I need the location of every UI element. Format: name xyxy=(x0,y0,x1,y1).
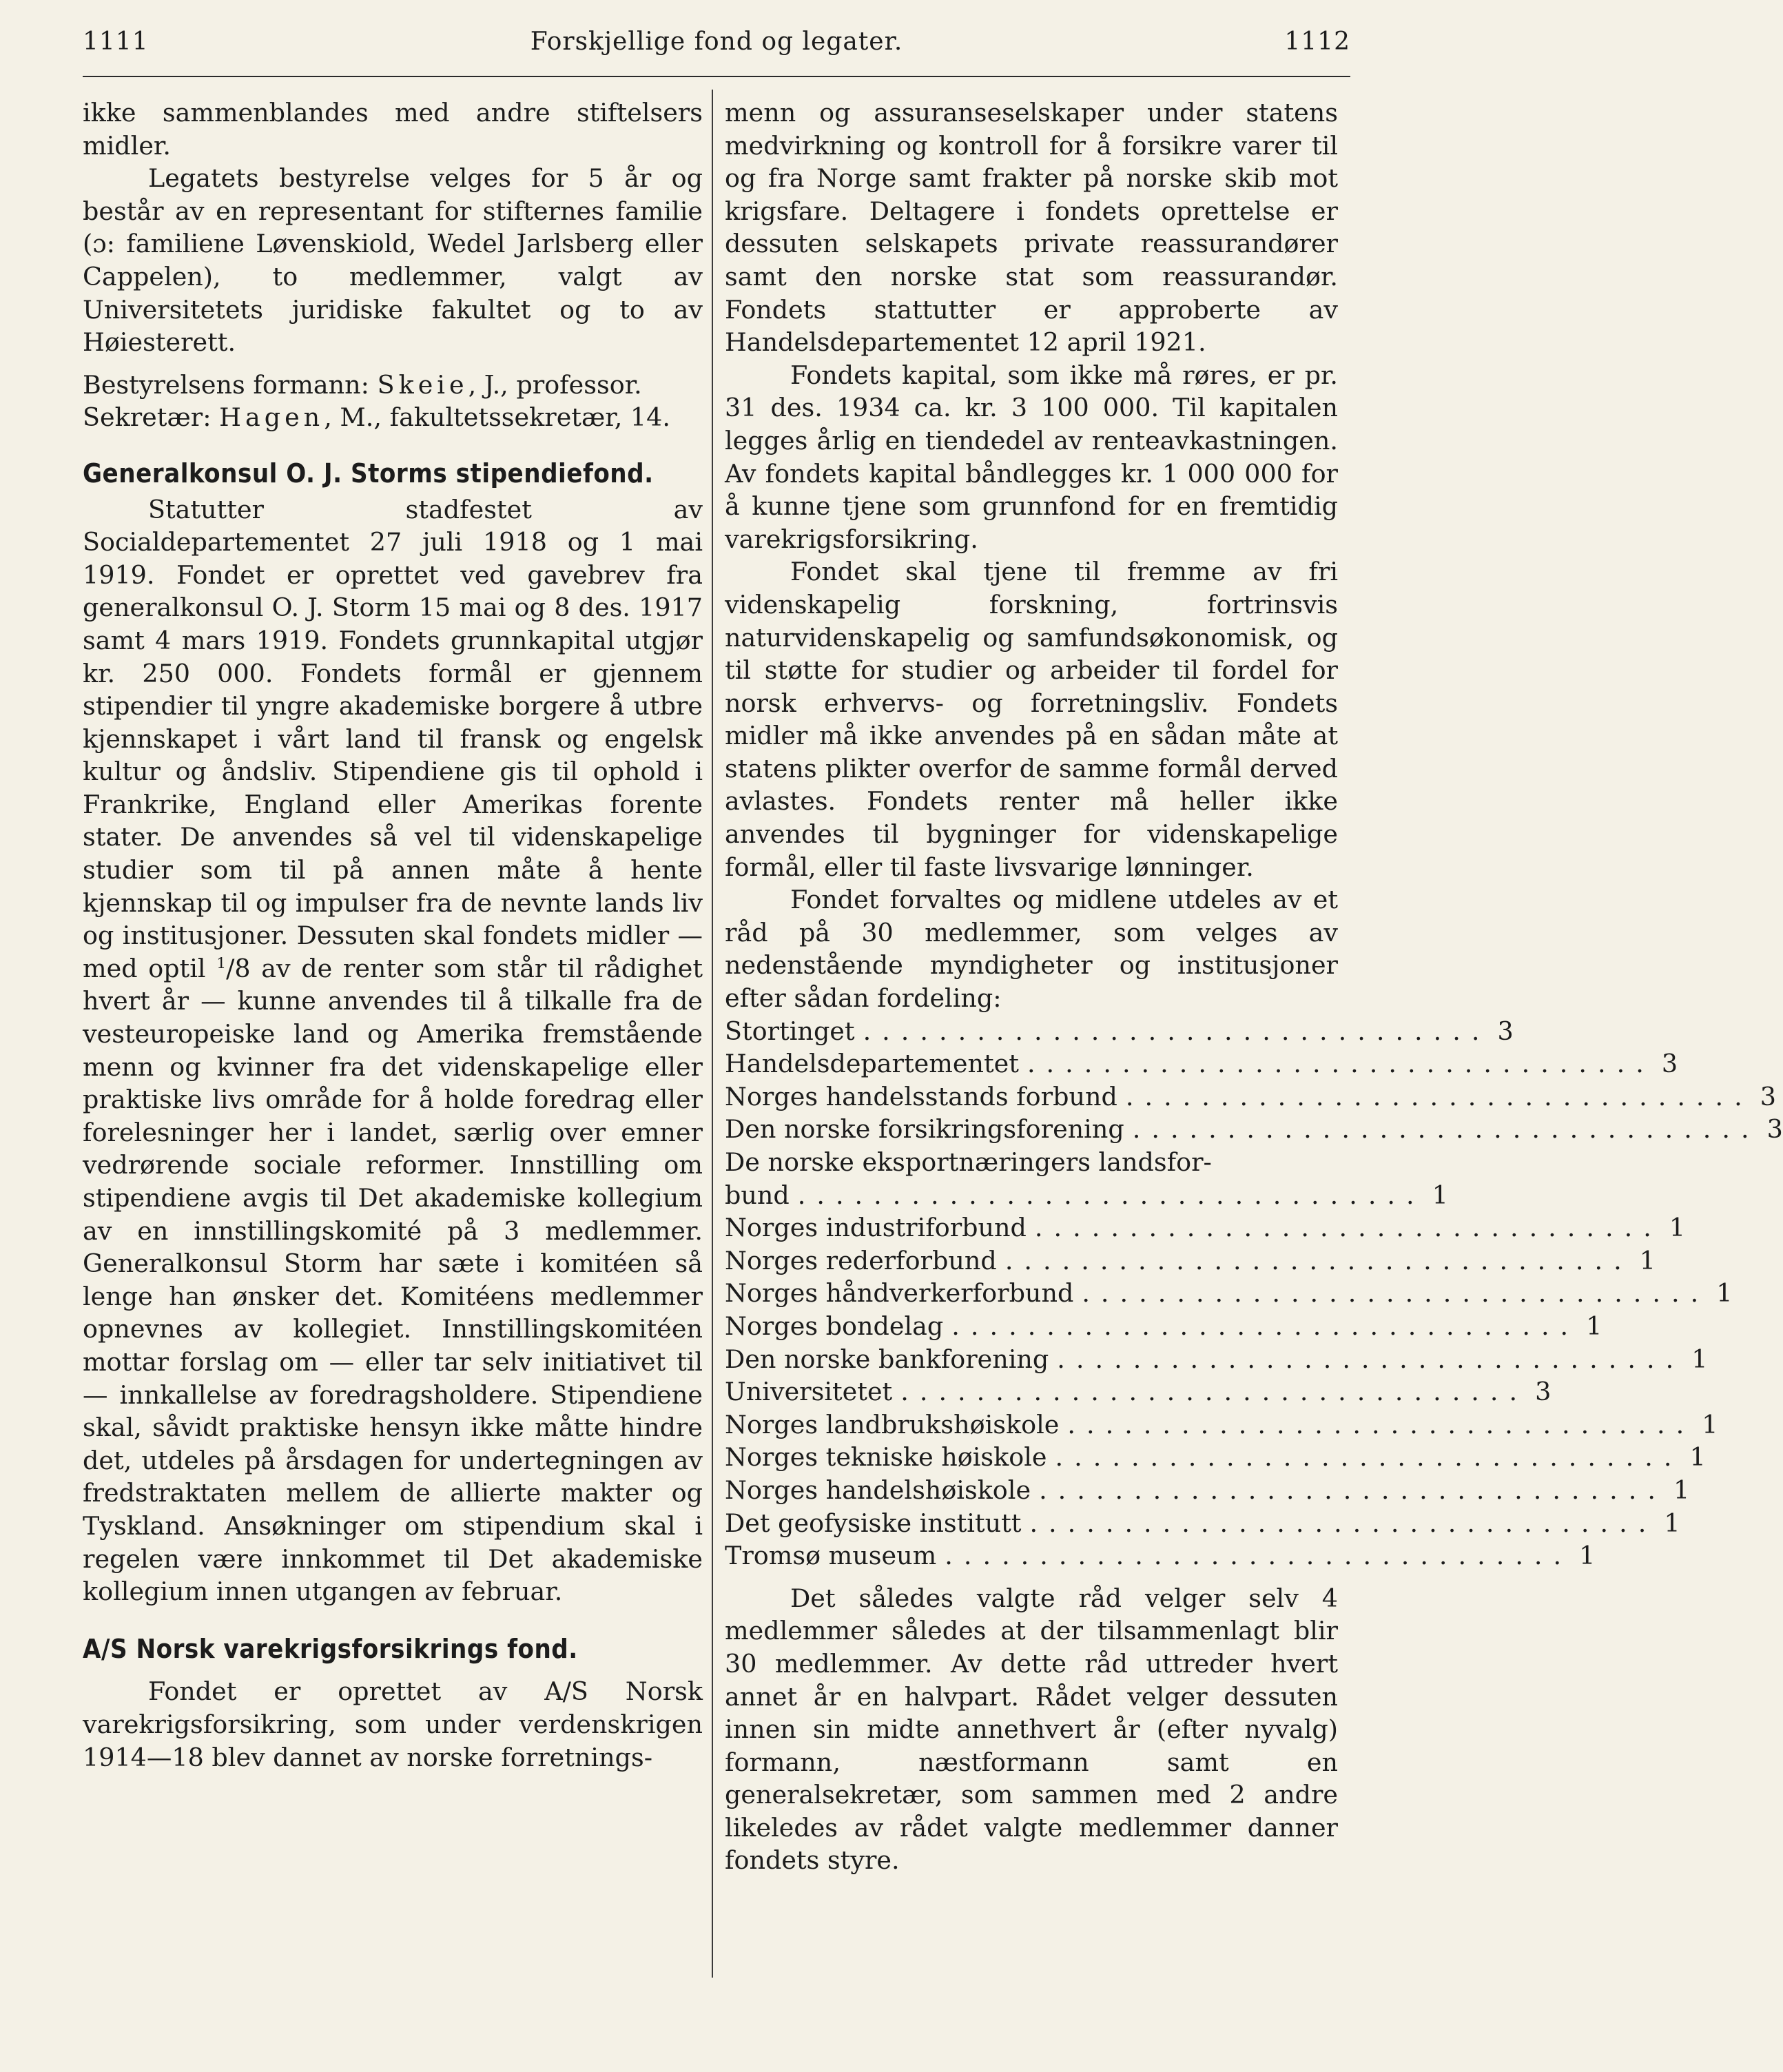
section-heading-varekrig: A/S Norsk varekrigsforsikrings fond. xyxy=(83,1633,578,1664)
member-count: 3 xyxy=(1535,1377,1552,1407)
leader-dots: ................................. xyxy=(1082,1278,1710,1309)
right-column xyxy=(725,96,1783,1877)
leader-dots: ................................. xyxy=(951,1311,1580,1341)
member-count: 1 xyxy=(1586,1311,1602,1341)
left-column xyxy=(83,96,703,1774)
institution-name: Norges håndverkerforbund xyxy=(725,1278,1074,1309)
running-title: Forskjellige fond og legater. xyxy=(530,28,903,56)
list-item xyxy=(725,1375,1552,1408)
leader-dots: ................................. xyxy=(1125,1081,1753,1111)
member-count: 1 xyxy=(1432,1180,1448,1210)
list-item xyxy=(725,1343,1708,1376)
institution-name: Norges handelshøiskole xyxy=(725,1475,1031,1505)
institution-name: Universitetet xyxy=(725,1377,893,1407)
list-item xyxy=(725,1310,1602,1343)
list-item xyxy=(725,1015,1514,1048)
member-count: 1 xyxy=(1639,1245,1656,1275)
storm-text-part1: Statutter stadfestet av Socialdepartementet 27 juli 1918 og 1 mai 1919. Fondet er oprettet ved gavebrev fra generalkonsul O. J. Storm 15 mai og 8 des. 1917 samt 4 mars 1919. Fondets grunnkapital utgjør kr. 250 000. Fondets formål er gjennem stipendier til yngre akademiske borgere å utbre kjennskapet i vårt land til fransk og engelsk kultur og åndsliv. Stipendiene gis til ophold i Frankrike, England eller Amerikas forente stater. De anvendes så vel til videnskapelige studier som til på annen måte å hente kjennskap til og impulser fra de nevnte lands liv og institusjoner. Dessuten skal fondets midler — med optil xyxy=(83,494,703,983)
member-count: 3 xyxy=(1661,1049,1678,1079)
institution-name: Det geofysiske institutt xyxy=(725,1508,1022,1538)
institution-name: Norges rederforbund xyxy=(725,1245,997,1275)
storm-text-part2: av de renter som står til rådighet hvert år — kunne anvendes til å tilkalle fra de vesteuropeiske land og Amerika fremstående menn og kvinner fra det videnskapelige eller praktiske livs område for å holde foredrag eller forelesninger her i landet, særlig over emner vedrørende sociale reformer. Innstilling om stipendiene avgis til Det akademiske kollegium av en innstillingskomité på 3 medlemmer. Generalkonsul Storm har sæte i komitéen så lenge han ønsker det. Komitéens medlemmer opnevnes av kollegiet. Innstillingskomitéen mottar forslag om — eller tar selv initiativet til — innkallelse av foredragsholdere. Stipendiene skal, såvidt praktiske hensyn ikke måtte hindre det, utdeles på årsdagen for undertegningen av fredstraktaten mellem de allierte makter og Tyskland. Ansøkninger om stipendium skal i regelen være innkommet til Det akademiske kollegium innen utgangen av februar. xyxy=(83,953,703,1607)
page-number-right: 1112 xyxy=(1284,28,1350,56)
list-item xyxy=(725,1244,1656,1278)
paragraph-board: Legatets bestyrelse velges for 5 år og består av en representant for stifternes familie (ɔ: familiene Løvenskiold, Wedel Jarlsberg eller Cappelen), to medlemmer, valgt av Universitetets juridiske fakultet og to av Høiesterett. xyxy=(83,163,703,358)
leader-dots: ................................. xyxy=(1132,1114,1760,1145)
paragraph-varekrig-cont: menn og assuranseselskaper under statens medvirkning og kontroll for å forsikre varer til og fra Norge samt frakter på norske skib mot krigsfare. Deltagere i fondets oprettelse er dessuten selskapets private reassurandører samt den norske stat som reassurandør. Fondets stattutter er approberte av Handelsdepartementet 12 april 1921. xyxy=(725,98,1338,358)
section-heading-storm: Generalkonsul O. J. Storms stipendiefond. xyxy=(83,458,654,489)
member-count: 3 xyxy=(1760,1081,1776,1111)
paragraph-continuation: ikke sammenblandes med andre stiftelsers midler. xyxy=(83,98,703,161)
list-item xyxy=(725,1474,1690,1507)
leader-dots: ................................. xyxy=(900,1377,1529,1407)
page-number-left: 1111 xyxy=(83,28,149,56)
list-item xyxy=(725,1277,1733,1310)
paragraph-storm xyxy=(83,493,703,1608)
institution-name-line1: De norske eksportnæringers landsfor- xyxy=(725,1147,1212,1177)
paragraph-varekrig-start: Fondet er oprettet av A/S Norsk varekrigsforsikring, som under verdenskrigen 1914—18 blev dannet av norske forretnings- xyxy=(83,1676,703,1772)
list-item xyxy=(725,1211,1686,1244)
leader-dots: ................................. xyxy=(1055,1442,1683,1473)
list-item xyxy=(725,1408,1718,1442)
chair-details: , J., professor. xyxy=(468,369,642,400)
member-count: 1 xyxy=(1716,1278,1733,1309)
institution-name: Den norske forsikringsforening xyxy=(725,1114,1124,1145)
chair-name: Skeie xyxy=(377,369,468,400)
institution-name-line2: bund xyxy=(725,1180,790,1210)
board-secretary xyxy=(83,401,703,434)
list-item xyxy=(725,1507,1680,1540)
leader-dots: ................................. xyxy=(797,1180,1425,1210)
paragraph-capital: Fondets kapital, som ikke må røres, er pr. 31 des. 1934 ca. kr. 3 100 000. Til kapitalen legges årlig en tiendedel av renteavkastningen. Av fondets kapital båndlegges kr. 1 000 000 for å kunne tjene som grunnfond for en fremtidig varekrigsforsikring. xyxy=(725,360,1338,554)
paragraph-board-election: Det således valgte råd velger selv 4 medlemmer således at der tilsammenlagt blir 30 medlemmer. Av dette råd uttreder hvert annet år en halvpart. Rådet velger dessuten innen sin midte annethvert år (efter nyvalg) formann, næstformann samt en generalsekretær, som sammen med 2 andre likeledes av rådet valgte medlemmer danner fondets styre. xyxy=(725,1583,1338,1876)
institution-name: Tromsø museum xyxy=(725,1541,937,1571)
leader-dots: ................................. xyxy=(1004,1245,1633,1275)
list-item xyxy=(725,1113,1783,1146)
leader-dots: ................................. xyxy=(1067,1409,1696,1439)
institution-name: Norges handelsstands forbund xyxy=(725,1081,1117,1111)
paragraph-purpose: Fondet skal tjene til fremme av fri videnskapelig forskning, fortrinsvis naturvidenskapelig og samfundsøkonomisk, og til støtte for studier og arbeider til fordel for norsk erhvervs- og forretningsliv. Fondets midler må ikke anvendes på en sådan måte at statens plikter overfor de samme formål derved avlastes. Fondets renter må heller ikke anvendes til bygninger for videnskapelige formål, eller til faste livsvarige lønninger. xyxy=(725,557,1338,882)
leader-dots: ................................. xyxy=(1057,1344,1685,1374)
institution-name: Den norske bankforening xyxy=(725,1344,1049,1374)
institution-name: Norges bondelag xyxy=(725,1311,944,1341)
fraction-numerator: 1 xyxy=(216,954,227,972)
institution-name: Norges tekniske høiskole xyxy=(725,1442,1047,1473)
list-item xyxy=(725,1146,1448,1211)
list-item xyxy=(725,1047,1678,1080)
list-item xyxy=(725,1080,1776,1114)
member-count: 1 xyxy=(1664,1508,1680,1538)
secretary-label: Sekretær: xyxy=(83,402,212,433)
chair-label: Bestyrelsens formann: xyxy=(83,369,369,400)
secretary-name: Hagen xyxy=(219,402,324,433)
institution-name: Stortinget xyxy=(725,1016,855,1046)
list-item xyxy=(725,1441,1706,1474)
member-count: 3 xyxy=(1497,1016,1514,1046)
institution-name: Norges industriforbund xyxy=(725,1213,1027,1243)
member-count: 1 xyxy=(1669,1213,1686,1243)
leader-dots: ................................. xyxy=(1039,1475,1667,1505)
member-count: 1 xyxy=(1689,1442,1706,1473)
secretary-details: , M., fakultetssekretær, 14. xyxy=(324,402,670,433)
paragraph-council: Fondet forvaltes og midlene utdeles av et råd på 30 medlemmer, som velges av nedenstående myndigheter og institusjoner efter sådan fordeling: xyxy=(725,885,1338,1014)
board-chair xyxy=(83,369,703,402)
column-divider xyxy=(712,90,713,1978)
leader-dots: ................................. xyxy=(1027,1049,1655,1079)
leader-dots: ................................. xyxy=(1029,1508,1658,1538)
list-item xyxy=(725,1539,1596,1572)
member-count: 1 xyxy=(1702,1409,1718,1439)
leader-dots: ................................. xyxy=(945,1541,1573,1571)
representation-list xyxy=(725,1015,1783,1572)
leader-dots: ................................. xyxy=(863,1016,1491,1046)
leader-dots: ................................. xyxy=(1034,1213,1662,1243)
member-count: 3 xyxy=(1766,1114,1783,1145)
member-count: 1 xyxy=(1579,1541,1596,1571)
institution-name: Handelsdepartementet xyxy=(725,1049,1019,1079)
member-count: 1 xyxy=(1691,1344,1708,1374)
header-rule xyxy=(83,76,1350,77)
member-count: 1 xyxy=(1673,1475,1690,1505)
fraction-denominator: /8 xyxy=(226,953,251,983)
page-header xyxy=(83,28,1350,69)
institution-name: Norges landbrukshøiskole xyxy=(725,1409,1060,1439)
